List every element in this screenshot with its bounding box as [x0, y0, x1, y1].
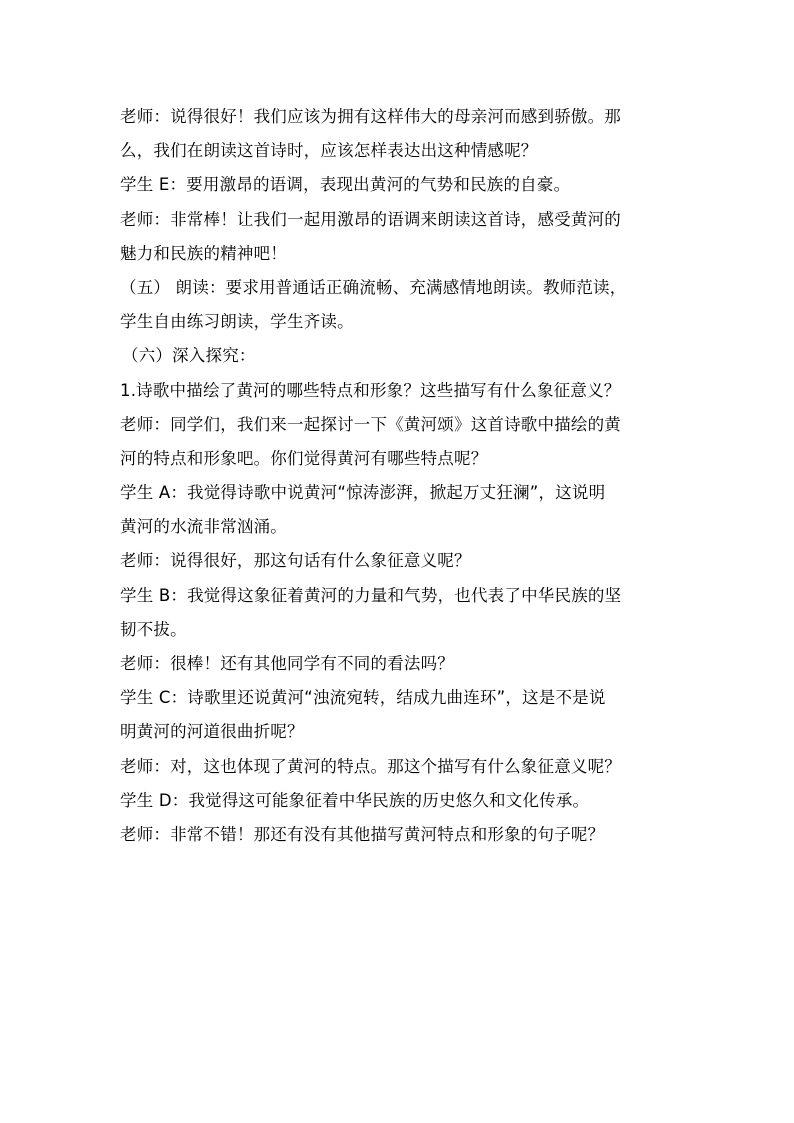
text-line: 老师：非常棒！让我们一起用激昂的语调来朗读这首诗，感受黄河的	[120, 209, 621, 229]
text-line: 学生 E：要用激昂的语调，表现出黄河的气势和民族的自豪。	[120, 175, 571, 195]
text-line: 老师：非常不错！那还有没有其他描写黄河特点和形象的句子呢？	[120, 824, 605, 844]
text-line: 么，我们在朗读这首诗时，应该怎样表达出这种情感呢？	[120, 141, 538, 161]
section-heading-five: （五） 朗读：要求用普通话正确流畅、充满感情地朗读。教师范读，	[120, 277, 627, 297]
text-line: 学生 B：我觉得这象征着黄河的力量和气势，也代表了中华民族的坚	[120, 585, 622, 605]
text-line: 老师：同学们，我们来一起探讨一下《黄河颂》这首诗歌中描绘的黄	[120, 414, 621, 434]
text-line: 明黄河的河道很曲折呢？	[120, 722, 304, 742]
question-heading: 1.诗歌中描绘了黄河的哪些特点和形象？这些描写有什么象征意义？	[120, 380, 621, 400]
text-line: 河的特点和形象吧。你们觉得黄河有哪些特点呢？	[120, 448, 488, 468]
text-line: 学生 C：诗歌里还说黄河“浊流宛转，结成九曲连环”，这是不是说	[120, 688, 606, 708]
text-line: 韧不拔。	[120, 619, 187, 639]
document-body	[120, 100, 680, 852]
text-line: 学生 D：我觉得这可能象征着中华民族的历史悠久和文化传承。	[120, 790, 590, 810]
text-line: 学生 A：我觉得诗歌中说黄河“惊涛澎湃，掀起万丈狂澜”，这说明	[120, 483, 606, 503]
section-heading-six: （六）深入探究：	[122, 346, 256, 366]
text-line: 老师：说得很好，那这句话有什么象征意义呢？	[120, 551, 471, 571]
text-line: 老师：说得很好！我们应该为拥有这样伟大的母亲河而感到骄傲。那	[120, 107, 621, 126]
text-line: 老师：很棒！还有其他同学有不同的看法吗？	[120, 654, 454, 673]
text-line: 老师：对，这也体现了黄河的特点。那这个描写有什么象征意义呢？	[120, 756, 621, 776]
text-line: 学生自由练习朗读，学生齐读。	[120, 312, 354, 332]
text-line: 魅力和民族的精神吧！	[120, 243, 287, 263]
text-line: 黄河的水流非常汹涌。	[120, 517, 287, 537]
